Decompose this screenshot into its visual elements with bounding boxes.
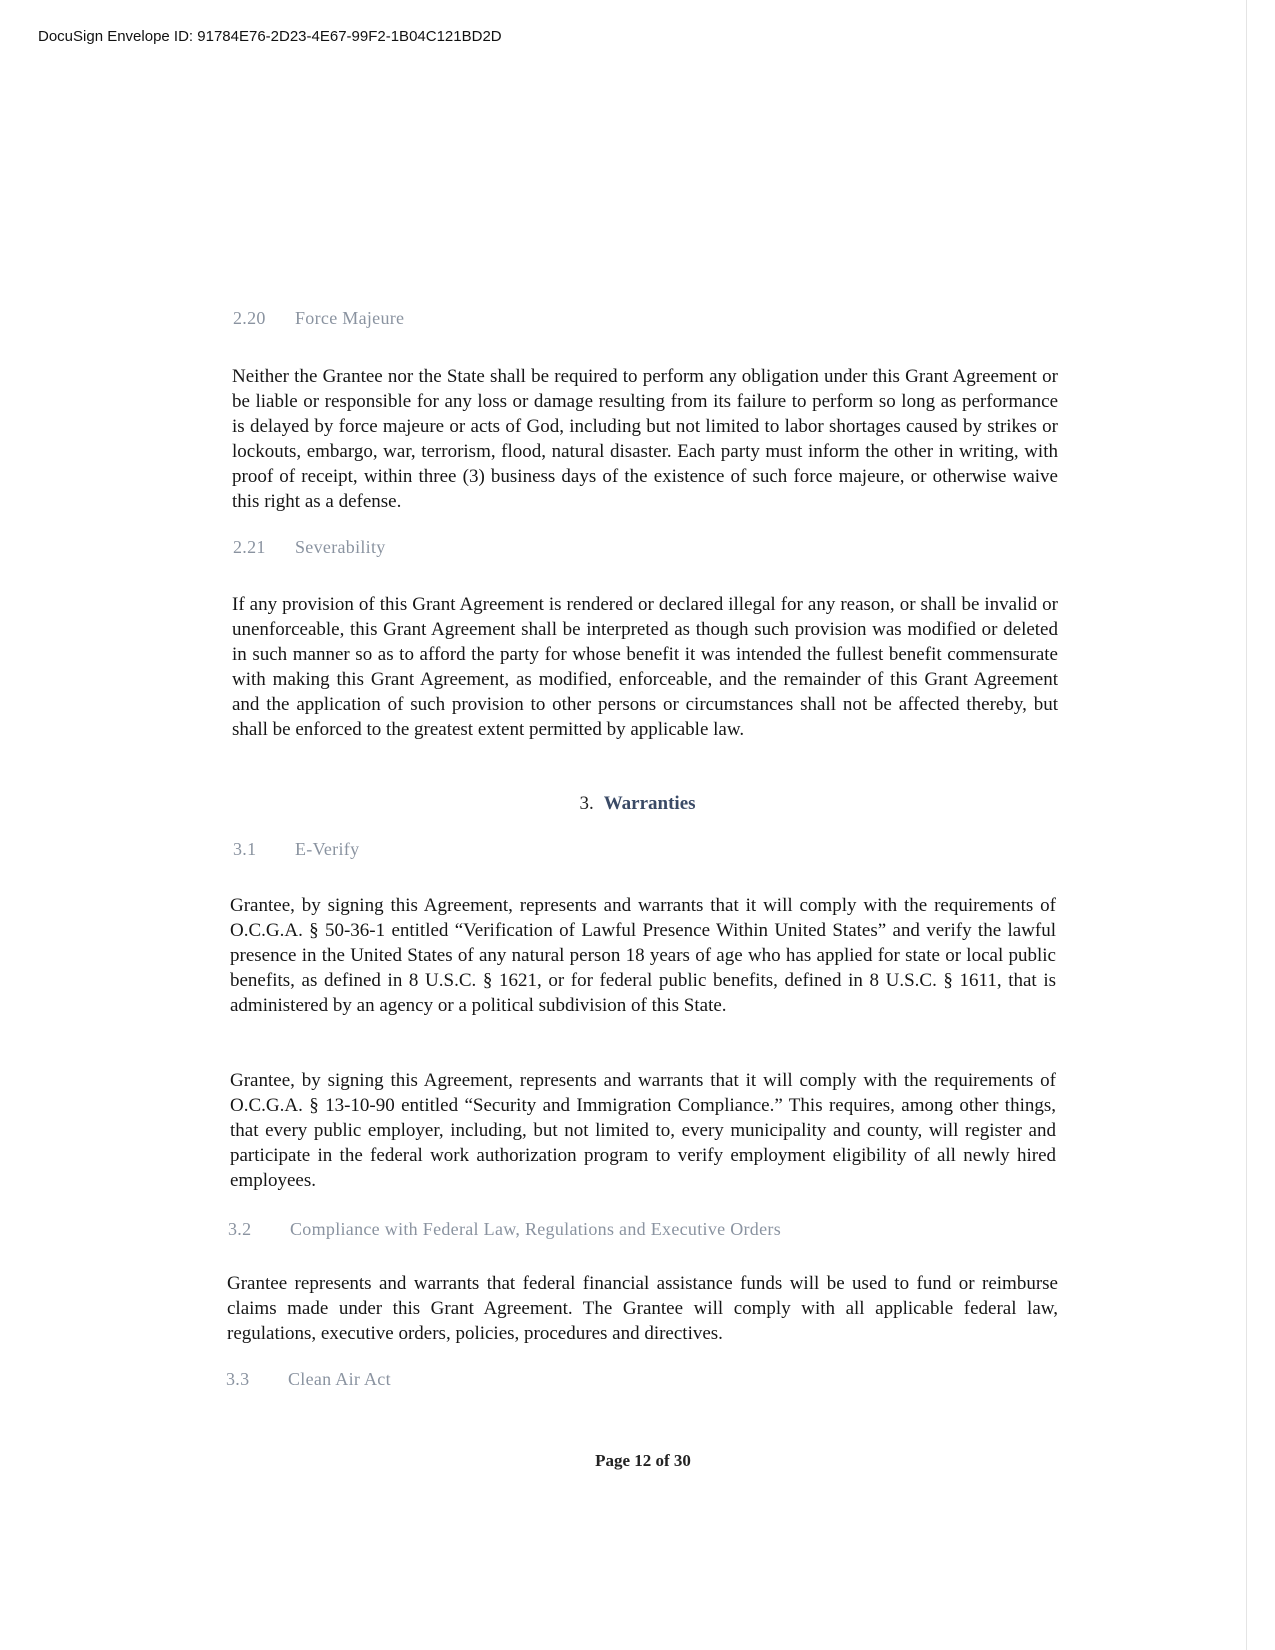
paragraph-everify-1: Grantee, by signing this Agreement, represents and warrants that it will comply with the requirements of O.C.G.A. § 50-36-1 entitled “Verification of Lawful Presence Within United States” and verify the lawful presence in the United States of any natural person 18 years of age who has applied for state or local public benefits, as defined in 8 U.S.C. § 1621, or for federal public benefits, defined in 8 U.S.C. § 1611, that is administered by an agency or a political subdivision of this State. — [230, 895, 1056, 1016]
section-title: E-Verify — [295, 839, 360, 859]
section-title: Clean Air Act — [288, 1369, 391, 1389]
section-heading-warranties — [0, 793, 1275, 815]
section-title: Compliance with Federal Law, Regulations and Executive Orders — [290, 1219, 781, 1239]
heading-2-21 — [233, 537, 386, 558]
section-number: 3. — [579, 793, 594, 814]
heading-3-3 — [226, 1369, 391, 1390]
section-title: Force Majeure — [295, 308, 405, 328]
paragraph-federal-law: Grantee represents and warrants that federal financial assistance funds will be used to fund or reimburse claims made under this Grant Agreement. The Grantee will comply with all applicable federal law, regulations, executive orders, policies, procedures and directives. — [227, 1273, 1058, 1344]
heading-3-2 — [228, 1219, 781, 1240]
docusign-envelope-id: DocuSign Envelope ID: 91784E76-2D23-4E67-99F2-1B04C121BD2D — [38, 28, 502, 45]
paragraph-everify-2: Grantee, by signing this Agreement, represents and warrants that it will comply with the requirements of O.C.G.A. § 13-10-90 entitled “Security and Immigration Compliance.” This requires, among other things, that every public employer, including, but not limited to, every municipality and county, will register and participate in the federal work authorization program to verify employment eligibility of all newly hired employees. — [230, 1070, 1056, 1191]
heading-2-20 — [233, 308, 404, 329]
paragraph-severability: If any provision of this Grant Agreement is rendered or declared illegal for any reason, or shall be invalid or unenforceable, this Grant Agreement shall be interpreted as though such provision was modified or deleted in such manner so as to afford the party for whose benefit it was intended the fullest benefit commensurate with making this Grant Agreement, as modified, enforceable, and the remainder of this Grant Agreement and the application of such provision to other persons or circumstances shall not be affected thereby, but shall be enforced to the greatest extent permitted by applicable law. — [232, 594, 1058, 740]
page-edge — [1246, 0, 1247, 1650]
section-number: 3.1 — [233, 839, 257, 859]
page-number: Page 12 of 30 — [595, 1451, 691, 1470]
section-number: 3.2 — [228, 1219, 252, 1239]
section-number: 3.3 — [226, 1369, 250, 1389]
paragraph-force-majeure: Neither the Grantee nor the State shall be required to perform any obligation under this Grant Agreement or be liable or responsible for any loss or damage resulting from its failure to perform so long as performance is delayed by force majeure or acts of God, including but not limited to labor shortages caused by strikes or lockouts, embargo, war, terrorism, flood, natural disaster. Each party must inform the other in writing, with proof of receipt, within three (3) business days of the existence of such force majeure, or otherwise waive this right as a defense. — [232, 366, 1058, 512]
section-number: 2.21 — [233, 537, 266, 557]
section-title: Warranties — [603, 793, 696, 814]
section-number: 2.20 — [233, 308, 266, 328]
heading-3-1 — [233, 839, 359, 860]
section-title: Severability — [295, 537, 386, 557]
